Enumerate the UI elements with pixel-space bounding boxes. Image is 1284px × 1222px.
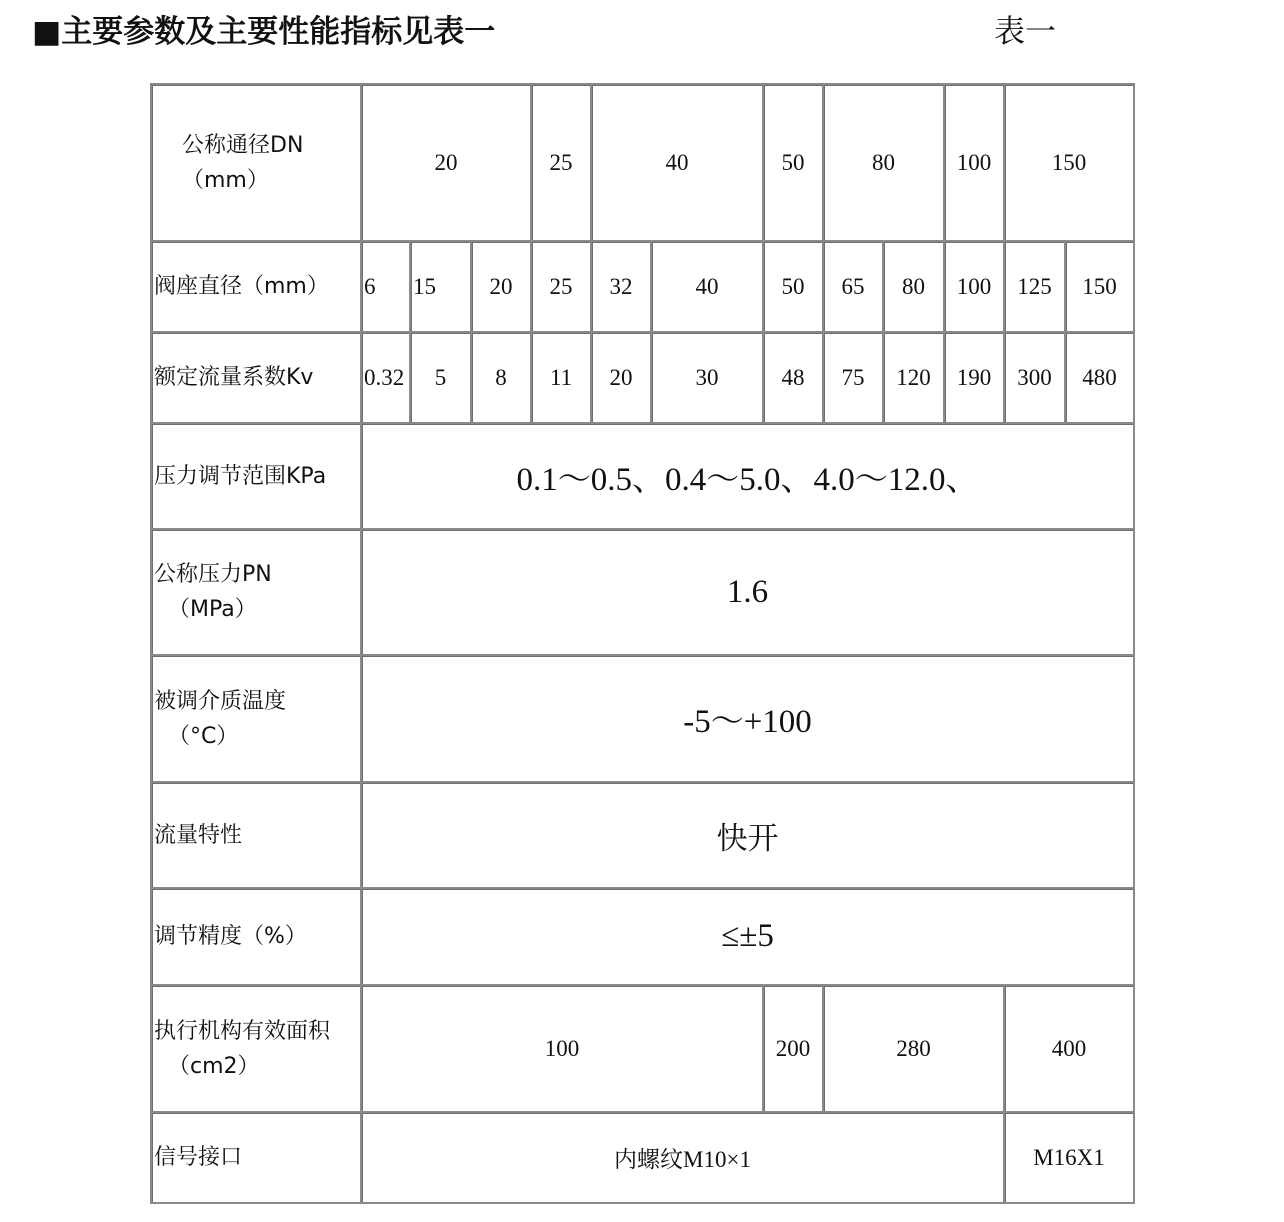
actuator-area-label: 执行机构有效面积 bbox=[154, 1018, 331, 1044]
cell-dn: 150 bbox=[1005, 85, 1135, 242]
cell-dn: 100 bbox=[945, 85, 1005, 242]
row-label-seat: 阀座直径（mm） bbox=[152, 242, 362, 333]
row-signal bbox=[152, 1113, 1135, 1204]
pn-label: 公称压力PN bbox=[154, 562, 272, 587]
row-label-pressure-range: 压力调节范围KPa bbox=[152, 424, 362, 530]
row-kv bbox=[152, 333, 1135, 424]
cell-kv: 480 bbox=[1066, 333, 1135, 424]
row-label-dn bbox=[152, 85, 362, 242]
cell-kv: 75 bbox=[824, 333, 884, 424]
cell-seat: 32 bbox=[592, 242, 652, 333]
row-actuator-area bbox=[152, 986, 1135, 1113]
cell-kv: 48 bbox=[764, 333, 824, 424]
row-label-actuator-area bbox=[152, 986, 362, 1113]
row-label-kv: 额定流量系数Kv bbox=[152, 333, 362, 424]
row-pressure-range bbox=[152, 424, 1135, 530]
cell-pn: 1.6 bbox=[362, 530, 1135, 656]
temperature-unit: （°C） bbox=[168, 723, 239, 749]
row-label-accuracy: 调节精度（%） bbox=[152, 889, 362, 986]
section-heading: ■主要参数及主要性能指标见表一 bbox=[32, 14, 496, 50]
cell-seat: 150 bbox=[1066, 242, 1135, 333]
row-flow-characteristic bbox=[152, 783, 1135, 889]
pn-unit: （MPa） bbox=[168, 597, 257, 622]
cell-actuator-area: 100 bbox=[362, 986, 764, 1113]
row-dn bbox=[152, 85, 1135, 242]
cell-kv: 300 bbox=[1005, 333, 1066, 424]
cell-dn: 20 bbox=[362, 85, 532, 242]
row-seat bbox=[152, 242, 1135, 333]
row-label-signal: 信号接口 bbox=[152, 1113, 362, 1204]
cell-seat: 100 bbox=[945, 242, 1005, 333]
spec-table bbox=[150, 83, 1135, 1204]
cell-dn: 50 bbox=[764, 85, 824, 242]
cell-seat: 80 bbox=[884, 242, 945, 333]
actuator-area-unit: （cm2） bbox=[168, 1053, 260, 1079]
table-number: 表一 bbox=[994, 14, 1056, 50]
dn-label: 公称通径DN bbox=[182, 132, 304, 158]
row-temperature bbox=[152, 656, 1135, 783]
cell-kv: 0.32 bbox=[362, 333, 411, 424]
cell-seat: 65 bbox=[824, 242, 884, 333]
cell-seat: 50 bbox=[764, 242, 824, 333]
cell-kv: 120 bbox=[884, 333, 945, 424]
cell-kv: 30 bbox=[652, 333, 764, 424]
cell-accuracy: ≤±5 bbox=[362, 889, 1135, 986]
cell-kv: 5 bbox=[411, 333, 472, 424]
cell-kv: 190 bbox=[945, 333, 1005, 424]
cell-dn: 80 bbox=[824, 85, 945, 242]
cell-kv: 20 bbox=[592, 333, 652, 424]
cell-kv: 11 bbox=[532, 333, 592, 424]
cell-seat: 15 bbox=[411, 242, 472, 333]
cell-seat: 125 bbox=[1005, 242, 1066, 333]
cell-signal: 内螺纹M10×1 bbox=[362, 1113, 1005, 1204]
cell-actuator-area: 280 bbox=[824, 986, 1005, 1113]
cell-temperature: -5～+100 bbox=[362, 656, 1135, 783]
cell-signal: M16X1 bbox=[1005, 1113, 1135, 1204]
cell-dn: 40 bbox=[592, 85, 764, 242]
dn-unit: （mm） bbox=[182, 167, 269, 193]
cell-dn: 25 bbox=[532, 85, 592, 242]
cell-seat: 40 bbox=[652, 242, 764, 333]
row-label-flow-characteristic: 流量特性 bbox=[152, 783, 362, 889]
row-label-pn bbox=[152, 530, 362, 656]
cell-seat: 20 bbox=[472, 242, 532, 333]
cell-flow-characteristic: 快开 bbox=[362, 783, 1135, 889]
cell-seat: 6 bbox=[362, 242, 411, 333]
row-pn bbox=[152, 530, 1135, 656]
row-accuracy bbox=[152, 889, 1135, 986]
cell-seat: 25 bbox=[532, 242, 592, 333]
row-label-temperature bbox=[152, 656, 362, 783]
cell-actuator-area: 400 bbox=[1005, 986, 1135, 1113]
temperature-label: 被调介质温度 bbox=[154, 688, 287, 714]
cell-actuator-area: 200 bbox=[764, 986, 824, 1113]
cell-kv: 8 bbox=[472, 333, 532, 424]
cell-pressure-range: 0.1～0.5、0.4～5.0、4.0～12.0、 bbox=[362, 424, 1135, 530]
